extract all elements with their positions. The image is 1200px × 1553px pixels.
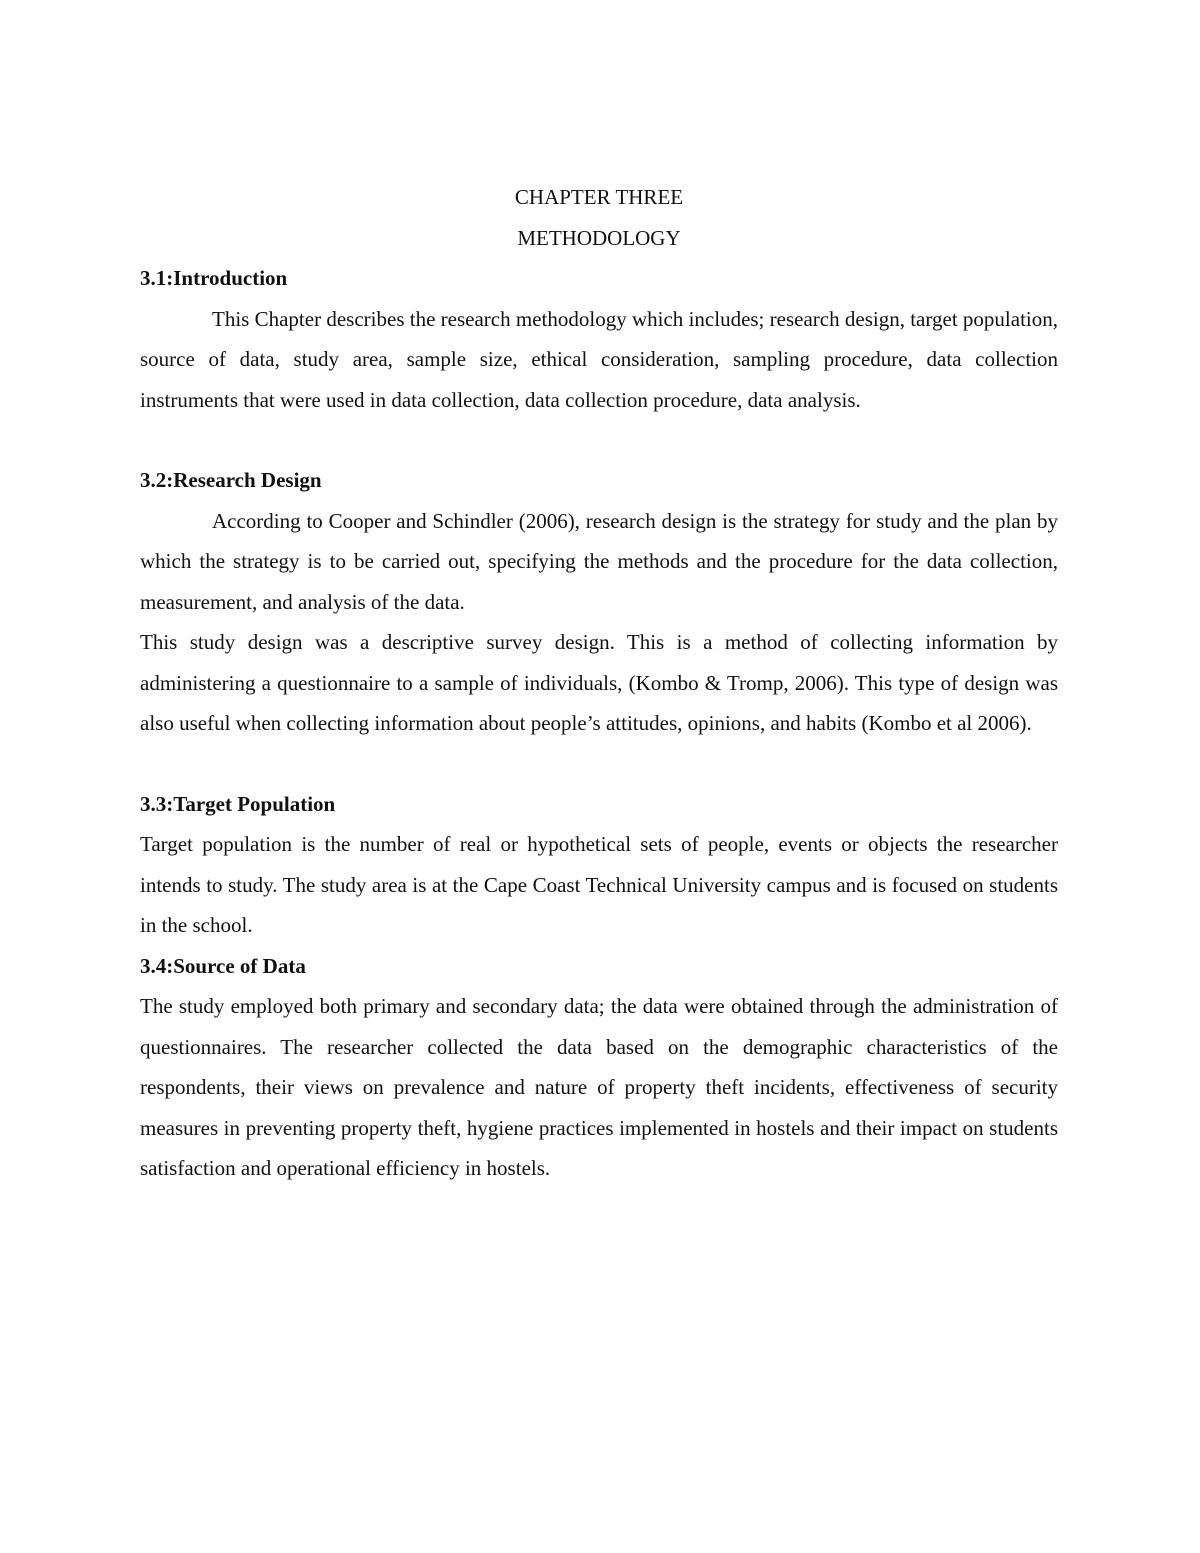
section-heading-introduction: 3.1:Introduction <box>140 266 288 290</box>
spacer <box>140 744 1058 784</box>
chapter-number: CHAPTER THREE <box>514 185 684 209</box>
research-design-paragraph-1: According to Cooper and Schindler (2006), research design is the strategy for study and the plan by which the strategy is to be carried out, specifying the methods and the procedure for the data collection, measurement, and analysis of the data. <box>140 508 1058 614</box>
research-design-paragraph-2: This study design was a descriptive survey design. This is a method of collecting information by administering a questionnaire to a sample of individuals, (Kombo & Tromp, 2006). This type of design was also useful when collecting information about people’s attitudes, opinions, and habits (Kombo et al 2006). <box>140 630 1058 735</box>
section-heading-source-of-data: 3.4:Source of Data <box>140 953 306 978</box>
target-population-paragraph: Target population is the number of real or hypothetical sets of people, events or objects the researcher intends to study. The study area is at the Cape Coast Technical University campus and is focused on students in the school. <box>140 832 1058 937</box>
document-page <box>140 177 1058 1189</box>
section-heading-target-population: 3.3:Target Population <box>140 791 336 816</box>
introduction-paragraph: This Chapter describes the research methodology which includes; research design, target population, source of data, study area, sample size, ethical consideration, sampling procedure, data collection instruments that were used in data collection, data collection procedure, data analysis. <box>140 306 1058 412</box>
chapter-title: METHODOLOGY <box>517 225 681 250</box>
spacer <box>140 420 1058 460</box>
section-heading-research-design: 3.2:Research Design <box>140 468 322 492</box>
source-of-data-paragraph: The study employed both primary and secondary data; the data were obtained through the administration of questionnaires. The researcher collected the data based on the demographic characteristics of the respondents, their views on prevalence and nature of property theft incidents, effectiveness of security measures in preventing property theft, hygiene practices implemented in hostels and their impact on students satisfaction and operational efficiency in hostels. <box>140 994 1058 1180</box>
